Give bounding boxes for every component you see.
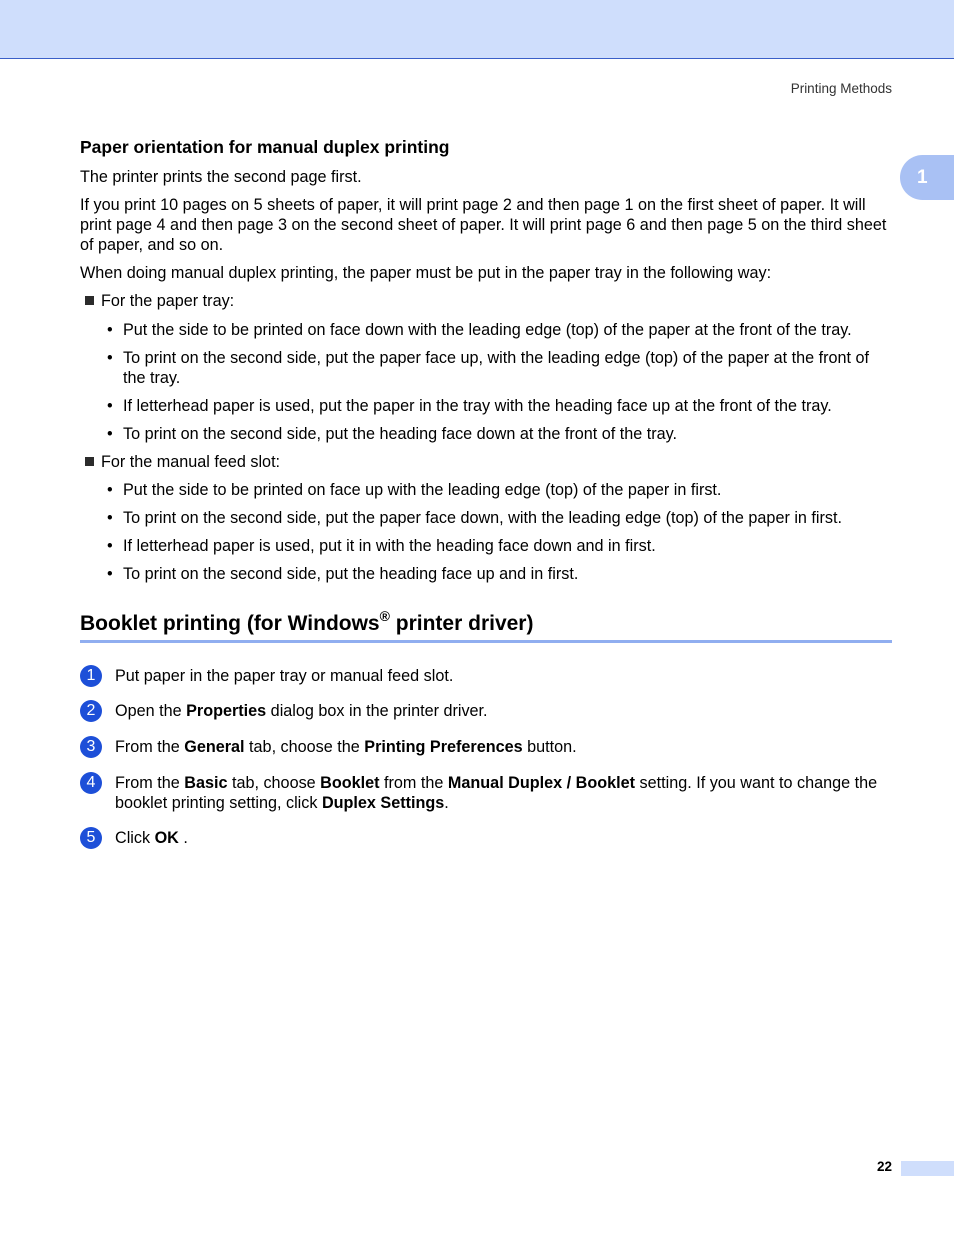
list-item	[107, 424, 892, 444]
list-group-label: For the paper tray:	[101, 292, 235, 310]
list-item-text: To print on the second side, put the heading face down at the front of the tray.	[123, 425, 678, 443]
list-item	[107, 536, 892, 556]
running-head: Printing Methods	[790, 81, 892, 96]
header-band	[0, 0, 954, 59]
step-text: tab, choose	[227, 774, 321, 792]
heading-text: printer driver)	[389, 612, 534, 635]
step-number-icon: 3	[80, 736, 102, 758]
list-item	[107, 348, 892, 388]
list-item	[107, 320, 892, 340]
bullet-icon: •	[107, 349, 113, 367]
list-item-text: To print on the second side, put the paper face down, with the leading edge (top) of the paper in first.	[123, 509, 842, 527]
list-item	[107, 564, 892, 584]
step-number-icon: 2	[80, 700, 102, 722]
bullet-icon: •	[107, 565, 113, 583]
ui-term: Duplex Settings	[321, 794, 445, 812]
step-text: Put paper in the paper tray or manual feed slot.	[115, 667, 454, 685]
step-number-icon: 1	[80, 665, 102, 687]
ui-term: Booklet	[320, 774, 380, 792]
list-group-paper-tray	[85, 291, 234, 311]
list-item	[107, 396, 892, 416]
step-5	[80, 828, 892, 848]
ui-term: Properties	[186, 702, 267, 720]
step-text: from the	[379, 774, 448, 792]
ui-term: OK	[154, 829, 179, 847]
step-text: dialog box in the printer driver.	[266, 702, 488, 720]
step-4	[80, 773, 892, 813]
footer-band	[901, 1161, 954, 1176]
paragraph: The printer prints the second page first.	[80, 168, 362, 186]
step-text: .	[444, 794, 449, 812]
chapter-tab: 1	[900, 155, 954, 200]
step-text: setting. If you want to change the booklet printing setting, click	[115, 774, 878, 812]
ui-term: General	[184, 738, 245, 756]
step-text: From the	[115, 738, 185, 756]
list-item-text: If letterhead paper is used, put it in with the heading face down and in first.	[123, 537, 656, 555]
page-number: 22	[876, 1159, 892, 1174]
list-item-text: If letterhead paper is used, put the paper in the tray with the heading face up at the front of the tray.	[123, 397, 832, 415]
step-text: tab, choose the	[244, 738, 365, 756]
bullet-icon: •	[107, 397, 113, 415]
bullet-icon: •	[107, 425, 113, 443]
step-1	[80, 666, 892, 686]
step-text: Click	[115, 829, 155, 847]
step-text: .	[178, 829, 188, 847]
step-text: From the	[115, 774, 185, 792]
ui-term: Manual Duplex / Booklet	[447, 774, 636, 792]
ui-term: Basic	[184, 774, 228, 792]
step-2	[80, 701, 892, 721]
step-number-icon: 5	[80, 827, 102, 849]
bullet-icon: •	[107, 481, 113, 499]
paragraph: When doing manual duplex printing, the paper must be put in the paper tray in the following way:	[80, 264, 772, 282]
bullet-icon: •	[107, 509, 113, 527]
list-item	[107, 508, 892, 528]
section-heading-booklet	[80, 608, 892, 643]
list-item-text: To print on the second side, put the paper face up, with the leading edge (top) of the paper at the front of the tray.	[123, 349, 870, 387]
bullet-icon: •	[107, 537, 113, 555]
step-text: Open the	[115, 702, 187, 720]
section-heading-orientation: Paper orientation for manual duplex printing	[80, 137, 450, 157]
square-bullet-icon	[85, 457, 94, 466]
heading-text: Booklet printing (for Windows	[80, 612, 380, 635]
list-group-manual-feed-slot	[85, 452, 280, 472]
list-item-text: To print on the second side, put the heading face up and in first.	[123, 565, 579, 583]
list-item-text: Put the side to be printed on face up with the leading edge (top) of the paper in first.	[123, 481, 722, 499]
list-item	[107, 480, 892, 500]
step-number-icon: 4	[80, 772, 102, 794]
list-item-text: Put the side to be printed on face down with the leading edge (top) of the paper at the front of the tray.	[123, 321, 852, 339]
registered-mark: ®	[379, 608, 390, 624]
step-text: button.	[522, 738, 577, 756]
list-group-label: For the manual feed slot:	[101, 453, 281, 471]
square-bullet-icon	[85, 296, 94, 305]
bullet-icon: •	[107, 321, 113, 339]
step-3	[80, 737, 892, 757]
paragraph: If you print 10 pages on 5 sheets of paper, it will print page 2 and then page 1 on the first sheet of paper. It will print page 4 and then page 3 on the second sheet of paper. It will print page 6 and then page 5 on the third sheet of paper, and so on.	[80, 196, 887, 254]
ui-term: Printing Preferences	[364, 738, 523, 756]
